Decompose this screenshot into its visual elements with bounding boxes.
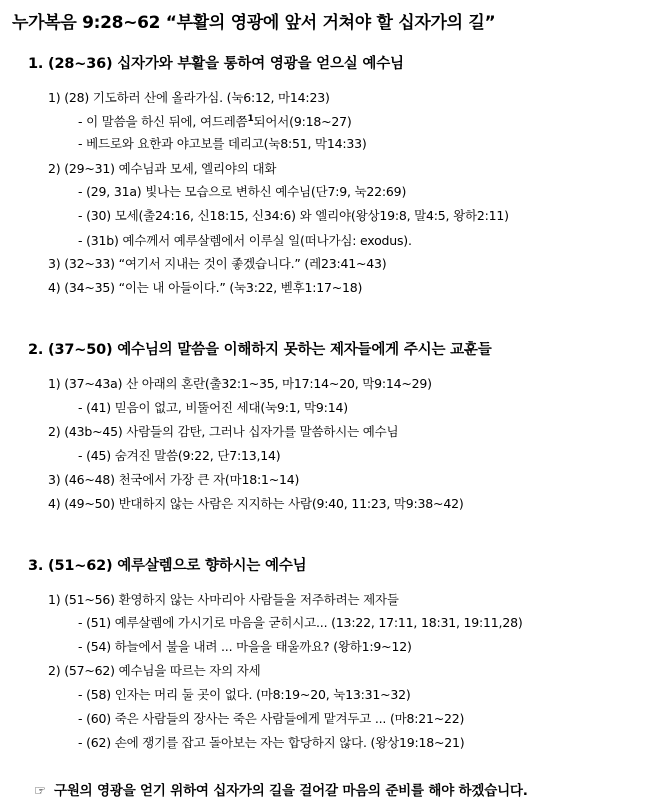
outline-subitem: - (62) 손에 쟁기를 잡고 돌아보는 자는 합당하지 않다. (왕상19:18~21) (78, 735, 465, 750)
outline-subitem: - (41) 믿음이 없고, 비뚤어진 세대(눅9:1, 막9:14) (78, 400, 348, 415)
section-heading-1: 1. (28~36) 십자가와 부활을 통하여 영광을 얻으실 예수님 (28, 56, 404, 72)
conclusion-line (34, 779, 528, 799)
outline-subitem: - (30) 모세(출24:16, 신18:15, 신34:6) 와 엘리야(왕상19:8, 말4:5, 왕하2:11) (78, 208, 509, 223)
outline-subitem-suffix: 되어서(9:18~27) (253, 114, 352, 129)
conclusion-text: 구원의 영광을 얻기 위하여 십자가의 길을 걸어갈 마음의 준비를 해야 하겠습니다. (54, 783, 528, 799)
section-heading-3: 3. (51~62) 예루살렘으로 향하시는 예수님 (28, 558, 307, 574)
outline-item: 3) (46~48) 천국에서 가장 큰 자(마18:1~14) (48, 472, 300, 487)
outline-subitem-text: - 이 말씀을 하신 뒤에, 여드레쯤 (78, 114, 248, 129)
page-title: 누가복음 9:28~62 “부활의 영광에 앞서 거쳐야 할 십자가의 길” (12, 13, 496, 33)
outline-subitem: - (29, 31a) 빛나는 모습으로 변하신 예수님(단7:9, 눅22:69) (78, 184, 407, 199)
outline-item: 2) (57~62) 예수님을 따르는 자의 자세 (48, 663, 261, 678)
outline-item: 2) (43b~45) 사람들의 감탄, 그러나 십자가를 말씀하시는 예수님 (48, 424, 399, 439)
pointing-hand-icon: ☞ (34, 783, 46, 799)
outline-item: 1) (28) 기도하러 산에 올라가심. (눅6:12, 마14:23) (48, 90, 330, 105)
outline-item: 3) (32~33) “여기서 지내는 것이 좋겠습니다.” (레23:41~43) (48, 256, 387, 271)
outline-subitem: - (31b) 예수께서 예루살렘에서 이루실 일(떠나가심: exodus). (78, 233, 412, 248)
outline-item: 1) (37~43a) 산 아래의 혼란(출32:1~35, 마17:14~20, 막9:14~29) (48, 376, 432, 391)
outline-subitem: - (60) 죽은 사람들의 장사는 죽은 사람들에게 맡겨두고 ... (마8:21~22) (78, 711, 465, 726)
outline-subitem (78, 112, 352, 130)
outline-subitem: - (58) 인자는 머리 둘 곳이 없다. (마8:19~20, 눅13:31~32) (78, 687, 411, 702)
outline-item: 4) (34~35) “이는 내 아들이다.” (눅3:22, 벧후1:17~18) (48, 280, 363, 295)
outline-subitem: - (51) 예루살렘에 가시기로 마음을 굳히시고... (13:22, 17:11, 18:31, 19:11,28) (78, 615, 523, 630)
outline-item: 4) (49~50) 반대하지 않는 사람은 지지하는 사람(9:40, 11:23, 막9:38~42) (48, 496, 464, 511)
outline-item: 2) (29~31) 예수님과 모세, 엘리야의 대화 (48, 161, 277, 176)
section-heading-2: 2. (37~50) 예수님의 말씀을 이해하지 못하는 제자들에게 주시는 교훈들 (28, 342, 492, 358)
outline-item: 1) (51~56) 환영하지 않는 사마리아 사람들을 저주하려는 제자들 (48, 592, 399, 607)
outline-subitem: - (54) 하늘에서 불을 내려 ... 마을을 태울까요? (왕하1:9~12) (78, 639, 412, 654)
outline-subitem: - (45) 숨겨진 말씀(9:22, 단7:13,14) (78, 448, 281, 463)
footnote-marker[interactable]: 1 (247, 113, 254, 124)
outline-subitem: - 베드로와 요한과 야고보를 데리고(눅8:51, 막14:33) (78, 136, 367, 151)
